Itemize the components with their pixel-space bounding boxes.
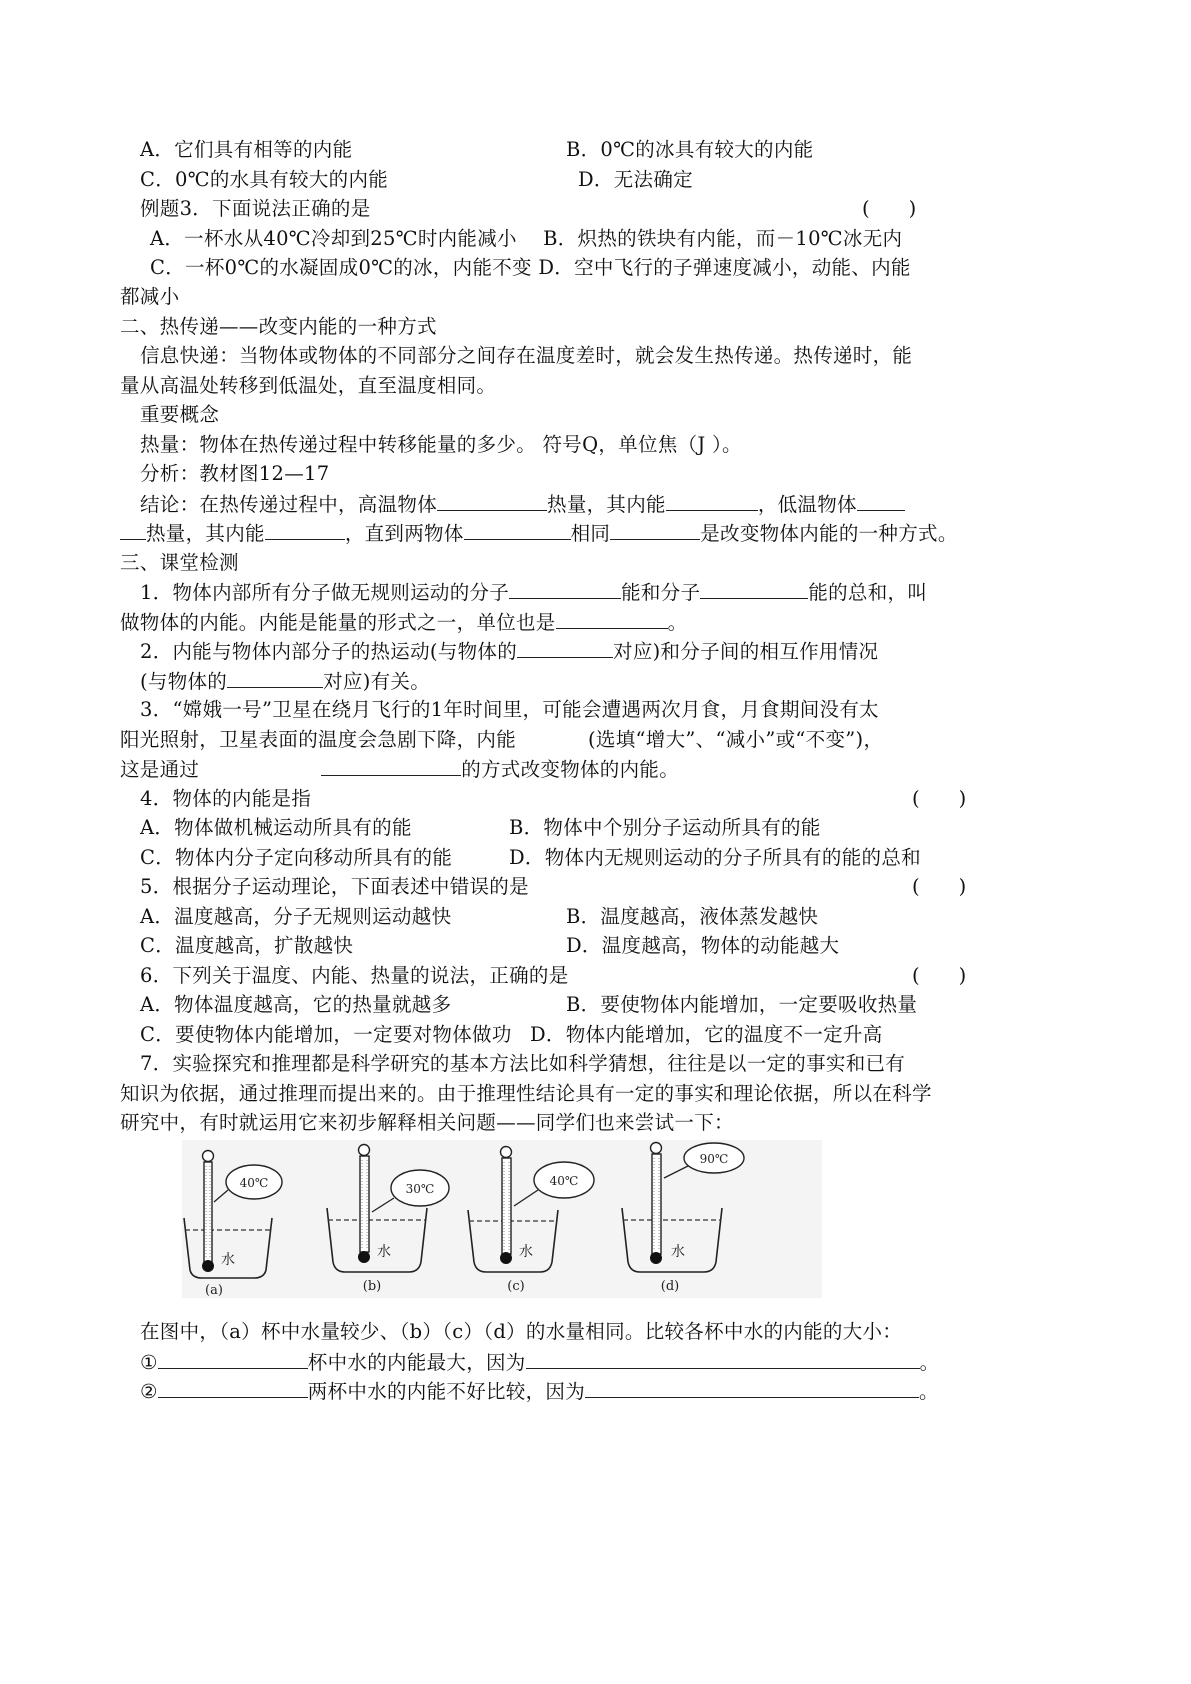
cup-a-label: (a): [205, 1283, 223, 1298]
blank-low-temp[interactable]: [857, 490, 905, 511]
section2-heading: 二、热传递——改变内能的一种方式: [120, 315, 437, 338]
cup-b-water: 水: [377, 1244, 391, 1260]
cup-c-temp: 40℃: [549, 1174, 579, 1188]
q5-option-a: A．温度越高，分子无规则运动越快: [140, 905, 452, 928]
blank-internal-energy-2[interactable]: [265, 519, 345, 540]
info-line-2: 量从高温处转移到低温处，直至温度相同。: [120, 374, 497, 397]
q4-stem: 4．物体的内能是指: [140, 787, 312, 810]
blank-high-temp[interactable]: [437, 490, 547, 511]
figure-question-intro: 在图中，（a）杯中水量较少、（b）（c）（d）的水量相同。比较各杯中水的内能的大小：: [140, 1320, 903, 1343]
q3-text-c: (选填“增大”、“减小”或“不变”)，: [588, 728, 884, 751]
example3-answer-paren: ( ): [862, 197, 917, 220]
example3-options-cd: C．一杯0℃的水凝固成0℃的冰，内能不变 D．空中飞行的子弹速度减小，动能、内能: [150, 256, 911, 279]
q6-option-d: D．物体内能增加，它的温度不一定升高: [530, 1023, 883, 1046]
answer1-end: 。: [919, 1351, 940, 1374]
q2-text-b: 对应)和分子间的相互作用情况: [613, 640, 879, 663]
q3-line-2: [120, 726, 883, 754]
q2-option-b: B．0℃的冰具有较大的内能: [566, 138, 814, 161]
example3-stem: 例题3．下面说法正确的是: [140, 197, 371, 220]
blank-internal-energy-1[interactable]: [666, 490, 758, 511]
q2-text-a: 2．内能与物体内部分子的热运动(与物体的: [140, 640, 518, 663]
heat-definition: 热量：物体在热传递过程中转移能量的多少。 符号Q，单位焦（J ）。: [140, 433, 742, 456]
q4-option-b: B．物体中个别分子运动所具有的能: [509, 816, 821, 839]
q4-option-c: C．物体内分子定向移动所具有的能: [140, 846, 453, 869]
q2-option-c: C．0℃的水具有较大的内能: [140, 168, 389, 191]
q6-answer-paren: ( ): [912, 964, 967, 987]
cup-d-temp: 90℃: [699, 1152, 729, 1166]
q3-line-1: 3．“嫦娥一号”卫星在绕月飞行的1年时间里，可能会遭遇两次月食，月食期间没有太: [140, 698, 879, 721]
blank-until[interactable]: [464, 519, 571, 540]
q2-blank-2[interactable]: [227, 667, 323, 688]
q5-answer-paren: ( ): [912, 875, 967, 898]
cup-c-water: 水: [519, 1244, 533, 1260]
q3-text-d: 这是通过: [120, 758, 200, 781]
cup-d-label: (d): [660, 1279, 680, 1294]
conclusion-text-c: ，低温物体: [757, 493, 857, 516]
answer-line-2: [140, 1377, 939, 1406]
conclusion-text-a: 结论：在热传递过程中，高温物体: [140, 493, 438, 516]
conclusion-line-2: [120, 519, 958, 548]
q2-option-d: D．无法确定: [578, 168, 693, 191]
conclusion-text-b: 热量，其内能: [547, 493, 666, 516]
q7-line-3: 研究中，有时就运用它来初步解释相关问题——同学们也来尝试一下：: [120, 1111, 734, 1134]
answer2-number: ②: [140, 1380, 158, 1403]
q5-option-d: D．温度越高，物体的动能越大: [566, 934, 840, 957]
answer1-text: 杯中水的内能最大，因为: [307, 1351, 526, 1374]
q1-text-c: 能的总和，叫: [808, 581, 928, 604]
answer2-text: 两杯中水的内能不好比较，因为: [307, 1380, 585, 1403]
conclusion-line-1: [140, 490, 905, 519]
cup-d-water: 水: [671, 1244, 685, 1260]
q1-text-e: 。: [667, 611, 688, 634]
q6-option-a: A．物体温度越高，它的热量就越多: [140, 993, 452, 1016]
q3-blank[interactable]: [321, 755, 461, 776]
cup-a-temp: 40℃: [239, 1176, 269, 1190]
section3-heading: 三、课堂检测: [120, 551, 239, 574]
q2-line-1: [140, 637, 878, 666]
q1-blank-1[interactable]: [509, 578, 621, 599]
conclusion-text-e: ，直到两物体: [344, 522, 464, 545]
q1-text-d: 做物体的内能。内能是能量的形式之一，单位也是: [120, 611, 556, 634]
concept-title: 重要概念: [140, 403, 220, 426]
q7-line-1: 7．实验探究和推理都是科学研究的基本方法比如科学猜想，往往是以一定的事实和已有: [140, 1052, 906, 1075]
cup-b-temp: 30℃: [405, 1182, 435, 1196]
info-line-1: 信息快递：当物体或物体的不同部分之间存在温度差时，就会发生热传递。热传递时，能: [140, 344, 913, 367]
q6-option-b: B．要使物体内能增加，一定要吸收热量: [566, 993, 918, 1016]
blank-method[interactable]: [610, 519, 700, 540]
answer-line-1: [140, 1348, 939, 1377]
q5-option-c: C．温度越高，扩散越快: [140, 934, 354, 957]
q1-text-a: 1．物体内部所有分子做无规则运动的分子: [140, 581, 510, 604]
q1-blank-2[interactable]: [700, 578, 808, 599]
q4-answer-paren: ( ): [912, 787, 967, 810]
q5-option-b: B．温度越高，液体蒸发越快: [566, 905, 819, 928]
answer2-end: 。: [919, 1380, 939, 1403]
q2-text-c: (与物体的: [140, 670, 228, 693]
q3-text-b: 阳光照射，卫星表面的温度会急剧下降，内能: [120, 728, 517, 751]
answer2-blank-cups[interactable]: [158, 1377, 308, 1398]
blank-low-temp-cont[interactable]: [120, 519, 146, 540]
q4-option-d: D．物体内无规则运动的分子所具有的能的总和: [509, 846, 921, 869]
q2-line-2: [140, 667, 430, 696]
q7-line-2: 知识为依据，通过推理而提出来的。由于推理性结论具有一定的事实和理论依据，所以在科学: [120, 1082, 932, 1105]
analysis-line: 分析：教材图12—17: [140, 462, 330, 485]
answer1-number: ①: [140, 1351, 158, 1374]
cup-c-label: (c): [507, 1279, 525, 1294]
q4-option-a: A．物体做机械运动所具有的能: [140, 816, 412, 839]
answer1-blank-reason[interactable]: [526, 1348, 920, 1369]
answer2-blank-reason[interactable]: [585, 1377, 919, 1398]
conclusion-text-f: 相同: [570, 522, 611, 545]
q1-text-b: 能和分子: [621, 581, 701, 604]
conclusion-text-g: 是改变物体内能的一种方式。: [700, 522, 958, 545]
q1-blank-3[interactable]: [556, 608, 668, 629]
conclusion-text-d: 热量，其内能: [146, 522, 265, 545]
cup-b-label: (b): [362, 1279, 382, 1294]
example3-options-cd-cont: 都减小: [120, 285, 180, 308]
q6-option-c: C．要使物体内能增加，一定要对物体做功: [140, 1023, 512, 1046]
cups-thermometers-figure: [182, 1140, 822, 1298]
q6-stem: 6．下列关于温度、内能、热量的说法，正确的是: [140, 964, 569, 987]
q5-stem: 5．根据分子运动理论，下面表述中错误的是: [140, 875, 529, 898]
q2-option-a: A．它们具有相等的内能: [140, 138, 353, 161]
cup-a-water: 水: [221, 1252, 235, 1268]
q1-line-1: [140, 578, 927, 607]
answer1-blank-cup[interactable]: [158, 1348, 308, 1369]
q2-text-d: 对应)有关。: [323, 670, 431, 693]
example3-options-ab: A．一杯水从40℃冷却到25℃时内能减小 B．炽热的铁块有内能，而－10℃冰无内: [150, 227, 903, 250]
q3-text-e: 的方式改变物体的内能。: [461, 758, 680, 781]
q3-line-3: [120, 755, 679, 784]
q2-blank-1[interactable]: [517, 637, 613, 658]
q1-line-2: [120, 608, 687, 637]
